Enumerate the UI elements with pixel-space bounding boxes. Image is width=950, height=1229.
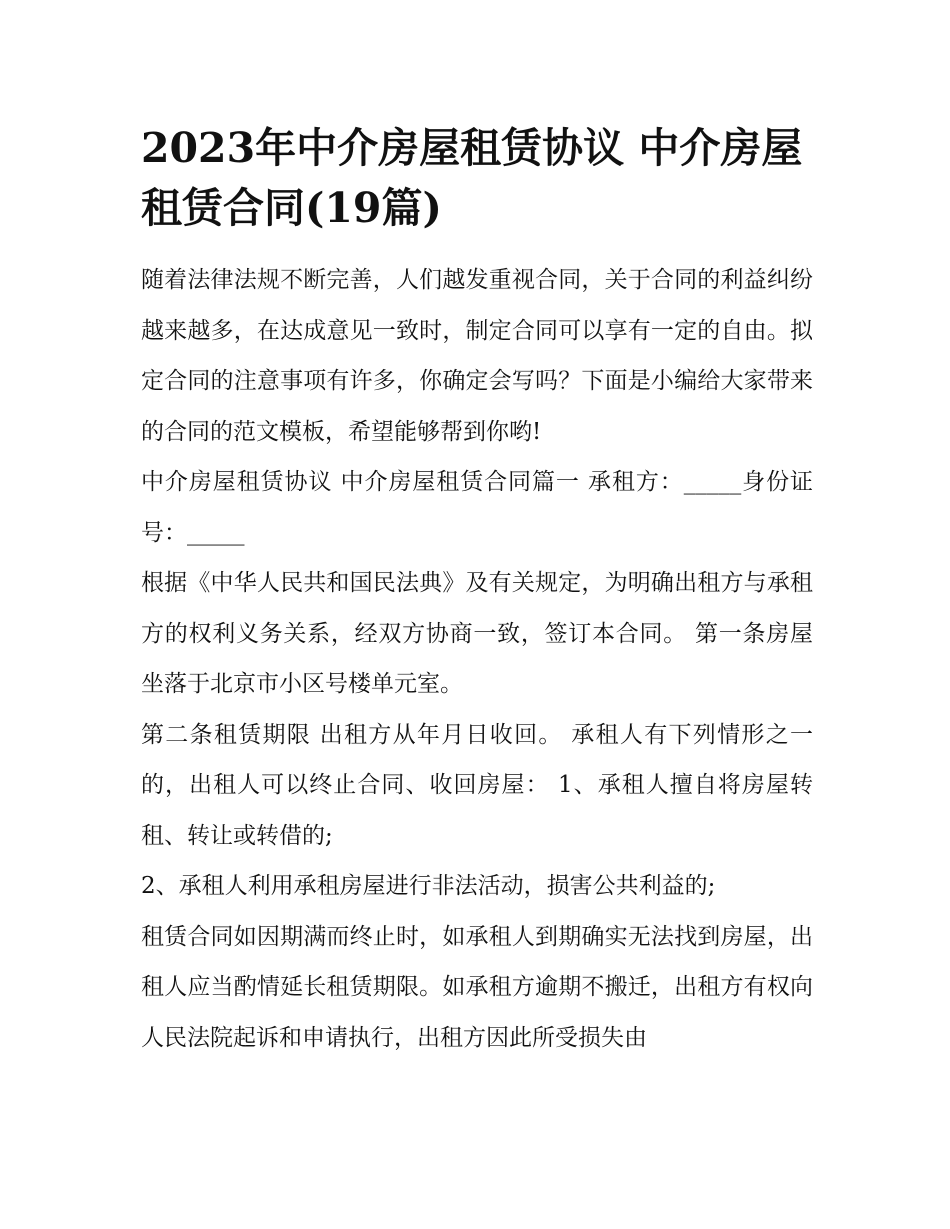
paragraph-termination: 租赁合同如因期满而终止时，如承租人到期确实无法找到房屋，出租人应当酌情延长租赁期限。如承租方逾期不搬迁，出租方有权向人民法院起诉和申请执行，出租方因此所受损失由 bbox=[141, 923, 813, 1051]
paragraph-illegal-use: 2、承租人利用承租房屋进行非法活动，损害公共利益的; bbox=[141, 873, 716, 899]
document-body bbox=[141, 118, 813, 1063]
paragraph-intro: 随着法律法规不断完善，人们越发重视合同，关于合同的利益纠纷越来越多，在达成意见一致时，制定合同可以享有一定的自由。拟定合同的注意事项有许多，你确定会写吗？下面是小编给大家带来的合同的范文模板，希望能够帮到你哟! bbox=[141, 267, 813, 445]
paragraph-lease-term: 第二条租赁期限 出租方从年月日收回。 承租人有下列情形之一的，出租人可以终止合同、收回房屋： 1、承租人擅自将房屋转租、转让或转借的; bbox=[141, 721, 813, 849]
paragraph-basis: 根据《中华人民共和国民法典》及有关规定，为明确出租方与承租方的权利义务关系，经双方协商一致，签订本合同。 第一条房屋坐落于北京市小区号楼单元室。 bbox=[141, 570, 813, 697]
document-title: 2023年中介房屋租赁协议 中介房屋租赁合同(19篇) bbox=[141, 124, 803, 232]
paragraph-parties: 中介房屋租赁协议 中介房屋租赁合同篇一 承租方：_____身份证号：_____ bbox=[141, 469, 813, 546]
